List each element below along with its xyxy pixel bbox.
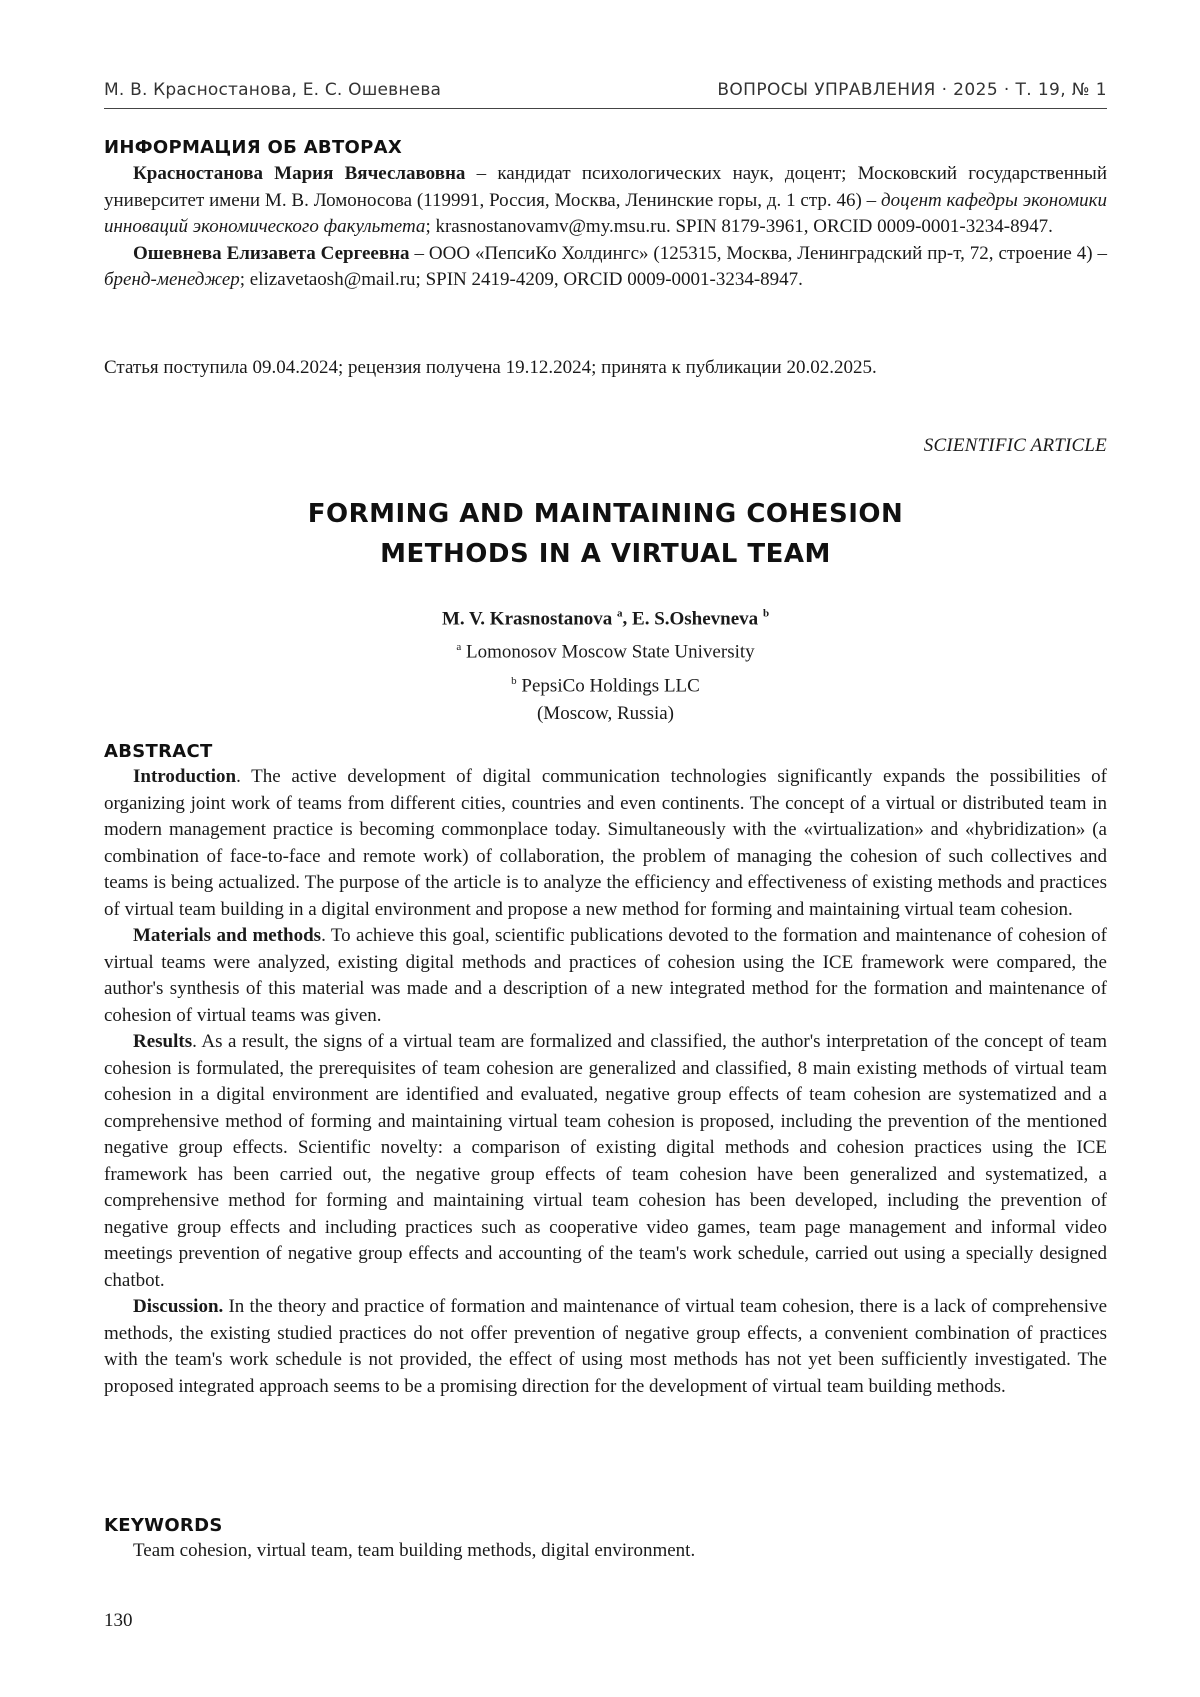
- author1-position: доцент кафедры экономики инноваций экономического факультета: [104, 190, 1107, 238]
- affiliation-1: a Lomonosov Moscow State University: [104, 633, 1107, 666]
- abstract-results: [104, 1029, 1107, 1294]
- author2-position: бренд-менеджер: [104, 269, 240, 290]
- author-info-section: [104, 137, 1107, 294]
- author1-info: [104, 161, 1107, 241]
- discussion-label: Discussion.: [133, 1296, 223, 1317]
- intro-label: Introduction: [133, 766, 236, 787]
- keywords-text: Team cohesion, virtual team, team building methods, digital environment.: [104, 1538, 1107, 1565]
- author-info-heading: ИНФОРМАЦИЯ ОБ АВТОРАХ: [104, 137, 1107, 158]
- page-number: 130: [104, 1610, 133, 1632]
- article-title: [104, 494, 1107, 574]
- author1-contacts: ; krasnostanovamv@my.msu.ru. SPIN 8179-3961, ORCID 0009-0001-3234-8947.: [425, 216, 1052, 237]
- author1-name: Красностанова Мария Вячеславовна: [133, 163, 465, 184]
- location: (Moscow, Russia): [104, 700, 1107, 728]
- byline-author-2: E. S.Oshevneva: [632, 608, 758, 629]
- article-type: SCIENTIFIC ARTICLE: [924, 435, 1107, 457]
- title-line-1: FORMING AND MAINTAINING COHESION: [104, 494, 1107, 534]
- results-label: Results: [133, 1031, 192, 1052]
- running-header: [104, 78, 1107, 109]
- sup-a: a: [617, 608, 623, 620]
- abstract-section: [104, 741, 1107, 1400]
- discussion-text: In the theory and practice of formation and maintenance of virtual team cohesion, there is a lack of comprehensive methods, the existing studied practices do not offer prevention of negative group effects, a convenient combination of practices with the team's work schedule is not provided, the effect of using most methods has not yet been sufficiently investigated. The proposed integrated approach seems to be a promising direction for the development of virtual team building methods.: [104, 1296, 1107, 1397]
- affiliation-2: b PepsiCo Holdings LLC: [104, 667, 1107, 700]
- abstract-heading: ABSTRACT: [104, 741, 1107, 762]
- keywords-section: [104, 1515, 1107, 1565]
- sup-b: b: [763, 608, 769, 620]
- keywords-heading: KEYWORDS: [104, 1515, 1107, 1536]
- author2-info: [104, 241, 1107, 294]
- abstract-methods: [104, 923, 1107, 1029]
- received-dates: Статья поступила 09.04.2024; рецензия получена 19.12.2024; принята к публикации 20.02.2025.: [104, 355, 1107, 382]
- byline-author-1: M. V. Krasnostanova: [442, 608, 612, 629]
- intro-text: . The active development of digital communication technologies significantly expands the possibilities of organizing joint work of teams from different cities, countries and even continents. The concept of a virtual or distributed team in modern management practice is becoming commonplace today. Simultaneously with the «virtualization» and «hybridization» (a combination of face-to-face and remote work) of collaboration, the problem of managing the cohesion of such collectives and teams is being actualized. The purpose of the article is to analyze the efficiency and effectiveness of existing methods and practices of virtual team building in a digital environment and propose a new method for forming and maintaining virtual team cohesion.: [104, 766, 1107, 920]
- abstract-introduction: [104, 764, 1107, 923]
- byline-authors: M. V. Krasnostanova a, E. S.Oshevneva b: [104, 600, 1107, 633]
- author1-affiliation: – кандидат психологических наук, доцент; Московский государственный университет имени М. В. Ломоносова (119991, Россия, Москва, Ленинские горы, д. 1 стр. 46) –: [104, 163, 1107, 211]
- byline: [104, 600, 1107, 728]
- header-authors: М. В. Красностанова, Е. С. Ошевнева: [104, 80, 441, 100]
- abstract-discussion: [104, 1294, 1107, 1400]
- results-text: . As a result, the signs of a virtual team are formalized and classified, the author's interpretation of the concept of team cohesion is formulated, the prerequisites of team cohesion are generalized and classified, 8 main existing methods of virtual team cohesion in a digital environment are identified and evaluated, negative group effects of team cohesion are systematized and a comprehensive method of forming and maintaining virtual team cohesion is proposed, including the prevention of the mentioned negative group effects. Scientific novelty: a comparison of existing digital methods and cohesion practices using the ICE framework has been carried out, the negative group effects of team cohesion have been generalized and systematized, a comprehensive method for forming and maintaining virtual team cohesion has been developed, including the prevention of negative group effects and including practices such as cooperative video games, team page management and informal video meetings prevention of negative group effects and accounting of the team's work schedule, carried out using a specially designed chatbot.: [104, 1031, 1107, 1291]
- author2-contacts: ; elizavetaosh@mail.ru; SPIN 2419-4209, ORCID 0009-0001-3234-8947.: [240, 269, 803, 290]
- author2-name: Ошевнева Елизавета Сергеевна: [133, 243, 410, 264]
- author2-affiliation: – ООО «ПепсиКо Холдингс» (125315, Москва, Ленинградский пр-т, 72, строение 4) –: [410, 243, 1107, 264]
- methods-label: Materials and methods: [133, 925, 321, 946]
- title-line-2: METHODS IN A VIRTUAL TEAM: [104, 534, 1107, 574]
- header-journal: ВОПРОСЫ УПРАВЛЕНИЯ · 2025 · Т. 19, № 1: [717, 80, 1107, 100]
- methods-text: . To achieve this goal, scientific publications devoted to the formation and maintenance of cohesion of virtual teams were analyzed, existing digital methods and practices of cohesion using the ICE framework were compared, the author's synthesis of this material was made and a description of a new integrated method for the formation and maintenance of cohesion of virtual teams was given.: [104, 925, 1107, 1026]
